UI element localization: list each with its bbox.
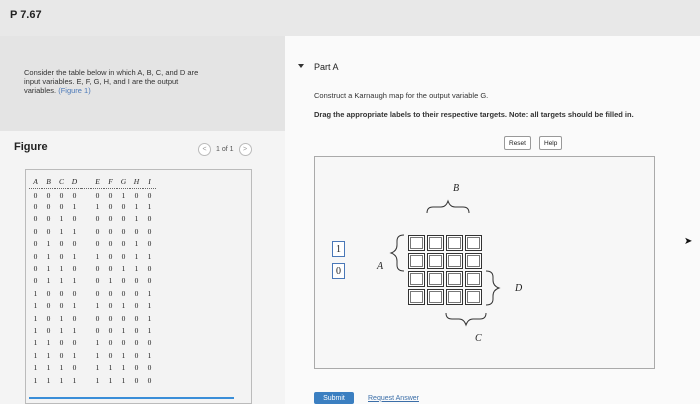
- kmap-drop-target[interactable]: [408, 235, 425, 251]
- kmap-drop-target[interactable]: [427, 253, 444, 269]
- kmap-drop-target[interactable]: [465, 235, 482, 251]
- table-cell: 1: [33, 301, 38, 311]
- table-cell: 1: [33, 313, 38, 323]
- table-cell: 0: [46, 214, 51, 224]
- kmap-grid: [408, 235, 482, 305]
- table-gap: [81, 262, 91, 274]
- table-cell: 0: [134, 226, 139, 236]
- table-cell: 1: [134, 202, 139, 212]
- table-cell: 1: [46, 239, 51, 249]
- table-cell: 0: [33, 276, 38, 286]
- table-cell: 0: [121, 338, 126, 348]
- table-cell: 1: [59, 325, 64, 335]
- table-cell: 0: [59, 190, 64, 200]
- table-gap: [81, 250, 91, 262]
- table-header: D: [68, 176, 81, 188]
- table-cell: 1: [33, 338, 38, 348]
- table-cell: 0: [95, 264, 100, 274]
- pager-prev-button[interactable]: <: [198, 143, 211, 156]
- table-cell: 1: [134, 214, 139, 224]
- table-cell: 1: [33, 325, 38, 335]
- kmap-drop-target[interactable]: [465, 271, 482, 287]
- table-cell: 1: [46, 363, 51, 373]
- table-cell: 0: [108, 226, 113, 236]
- table-gap: [81, 300, 91, 312]
- table-scrollbar[interactable]: [29, 397, 234, 399]
- table-cell: 1: [134, 239, 139, 249]
- truth-table: [29, 176, 156, 386]
- table-cell: 1: [72, 251, 77, 261]
- table-cell: 1: [147, 251, 152, 261]
- table-cell: 0: [121, 313, 126, 323]
- table-gap: [81, 374, 91, 386]
- kmap-drop-target[interactable]: [446, 235, 463, 251]
- table-cell: 1: [95, 363, 100, 373]
- table-cell: 1: [95, 338, 100, 348]
- kmap-var-d: D: [515, 283, 523, 294]
- kmap-drop-target[interactable]: [427, 271, 444, 287]
- table-cell: 1: [72, 325, 77, 335]
- table-row: [29, 337, 156, 349]
- table-cell: 0: [46, 226, 51, 236]
- table-cell: 1: [95, 350, 100, 360]
- table-cell: 0: [59, 239, 64, 249]
- table-cell: 1: [147, 325, 152, 335]
- table-header: H: [130, 176, 143, 188]
- drag-instruction: Drag the appropriate labels to their respective targets. Note: all targets should be filled in.: [314, 110, 634, 119]
- table-cell: 1: [46, 338, 51, 348]
- table-cell: 1: [147, 313, 152, 323]
- table-cell: 0: [121, 226, 126, 236]
- problem-id: P 7.67: [10, 9, 42, 21]
- table-cell: 0: [121, 276, 126, 286]
- table-header: A: [29, 176, 42, 188]
- table-cell: 0: [95, 239, 100, 249]
- kmap-drop-target[interactable]: [446, 271, 463, 287]
- table-cell: 1: [121, 190, 126, 200]
- figure-pager: [198, 143, 252, 156]
- table-cell: 1: [147, 301, 152, 311]
- table-cell: 1: [59, 375, 64, 385]
- table-header: G: [117, 176, 130, 188]
- collapse-caret-icon[interactable]: [298, 64, 304, 68]
- table-row: [29, 275, 156, 287]
- table-cell: 0: [108, 313, 113, 323]
- mouse-cursor-icon: ➤: [684, 236, 693, 247]
- table-cell: 0: [121, 202, 126, 212]
- drag-label-1[interactable]: 1: [332, 241, 345, 257]
- table-cell: 1: [121, 325, 126, 335]
- table-cell: 0: [46, 301, 51, 311]
- table-cell: 1: [33, 375, 38, 385]
- table-cell: 0: [33, 239, 38, 249]
- question-line-1: Consider the table below in which A, B, C, and D are: [24, 68, 199, 77]
- kmap-drop-target[interactable]: [446, 253, 463, 269]
- table-cell: 1: [72, 226, 77, 236]
- table-cell: 0: [95, 190, 100, 200]
- table-cell: 0: [72, 190, 77, 200]
- brace-a: [391, 235, 404, 271]
- table-row: [29, 324, 156, 336]
- table-row: [29, 238, 156, 250]
- table-cell: 0: [147, 338, 152, 348]
- drag-label-0[interactable]: 0: [332, 263, 345, 279]
- table-cell: 0: [46, 313, 51, 323]
- table-cell: 0: [134, 350, 139, 360]
- table-cell: 1: [59, 264, 64, 274]
- table-header: I: [143, 176, 156, 188]
- brace-d: [486, 271, 499, 305]
- table-cell: 0: [108, 301, 113, 311]
- table-gap: [81, 361, 91, 373]
- question-line-3-text: variables.: [24, 86, 57, 95]
- table-row: [29, 250, 156, 262]
- table-header: F: [104, 176, 117, 188]
- table-cell: 1: [121, 350, 126, 360]
- table-cell: 1: [33, 363, 38, 373]
- table-cell: 0: [108, 190, 113, 200]
- table-row: [29, 361, 156, 373]
- table-cell: 0: [108, 202, 113, 212]
- table-cell: 0: [121, 288, 126, 298]
- table-row: [29, 287, 156, 299]
- table-cell: 0: [59, 202, 64, 212]
- table-cell: 0: [134, 276, 139, 286]
- table-cell: 1: [59, 313, 64, 323]
- kmap-var-a: A: [377, 261, 384, 272]
- table-cell: 0: [147, 276, 152, 286]
- table-cell: 0: [33, 214, 38, 224]
- table-cell: 0: [72, 288, 77, 298]
- table-cell: 0: [134, 190, 139, 200]
- table-gap: [81, 324, 91, 336]
- question-text: [24, 68, 274, 95]
- table-cell: 0: [72, 338, 77, 348]
- kmap-drop-target[interactable]: [408, 289, 425, 305]
- table-cell: 0: [33, 226, 38, 236]
- table-cell: 1: [46, 276, 51, 286]
- table-cell: 0: [72, 313, 77, 323]
- table-cell: 0: [147, 190, 152, 200]
- pager-text: 1 of 1: [216, 146, 234, 153]
- table-gap: [81, 349, 91, 361]
- table-cell: 0: [134, 338, 139, 348]
- brace-b: [427, 201, 469, 213]
- truth-table-frame: [25, 169, 252, 404]
- table-cell: 0: [59, 288, 64, 298]
- table-cell: 0: [147, 226, 152, 236]
- table-cell: 1: [72, 375, 77, 385]
- table-cell: 1: [121, 301, 126, 311]
- table-row: [29, 225, 156, 237]
- part-a-panel: [285, 36, 700, 404]
- table-cell: 1: [72, 202, 77, 212]
- table-cell: 0: [95, 214, 100, 224]
- table-cell: 1: [95, 251, 100, 261]
- table-cell: 0: [121, 251, 126, 261]
- table-gap: [81, 287, 91, 299]
- question-line-3: [24, 86, 274, 95]
- table-cell: 0: [134, 375, 139, 385]
- help-button[interactable]: Help: [539, 136, 562, 150]
- table-cell: 0: [33, 202, 38, 212]
- table-cell: 1: [147, 202, 152, 212]
- table-cell: 1: [59, 363, 64, 373]
- table-cell: 1: [95, 375, 100, 385]
- table-cell: 1: [33, 288, 38, 298]
- submit-button[interactable]: Submit: [314, 392, 354, 404]
- table-cell: 0: [147, 214, 152, 224]
- table-cell: 0: [134, 325, 139, 335]
- kmap-drop-target[interactable]: [408, 253, 425, 269]
- kmap-workspace: [314, 156, 655, 369]
- table-cell: 0: [108, 350, 113, 360]
- table-cell: 0: [108, 338, 113, 348]
- table-cell: 1: [121, 264, 126, 274]
- table-row: [29, 200, 156, 212]
- table-cell: 1: [46, 375, 51, 385]
- table-header: E: [91, 176, 104, 188]
- question-line-2: input variables. E, F, G, H, and I are the output: [24, 77, 179, 86]
- part-a-instruction: Construct a Karnaugh map for the output variable G.: [314, 91, 489, 100]
- table-cell: 0: [72, 214, 77, 224]
- table-cell: 0: [147, 363, 152, 373]
- pager-next-button[interactable]: >: [239, 143, 252, 156]
- table-cell: 1: [147, 350, 152, 360]
- table-cell: 1: [121, 363, 126, 373]
- table-cell: 0: [134, 288, 139, 298]
- table-cell: 0: [108, 264, 113, 274]
- table-cell: 1: [134, 264, 139, 274]
- table-gap: [81, 200, 91, 212]
- table-cell: 0: [46, 325, 51, 335]
- table-row: [29, 213, 156, 225]
- kmap-drop-target[interactable]: [427, 289, 444, 305]
- table-cell: 0: [95, 226, 100, 236]
- kmap-drop-target[interactable]: [446, 289, 463, 305]
- table-cell: 0: [121, 214, 126, 224]
- top-bar: [0, 0, 700, 36]
- table-cell: 0: [108, 214, 113, 224]
- table-cell: 0: [72, 239, 77, 249]
- kmap-drop-target[interactable]: [465, 253, 482, 269]
- table-cell: 1: [95, 202, 100, 212]
- table-gap: [81, 275, 91, 287]
- kmap-drop-target[interactable]: [465, 289, 482, 305]
- table-cell: 0: [134, 363, 139, 373]
- table-row: [29, 262, 156, 274]
- table-row: [29, 374, 156, 386]
- table-cell: 0: [46, 190, 51, 200]
- table-cell: 0: [95, 313, 100, 323]
- table-cell: 1: [46, 264, 51, 274]
- part-a-title[interactable]: Part A: [314, 62, 339, 72]
- table-cell: 1: [33, 350, 38, 360]
- table-cell: 1: [72, 276, 77, 286]
- table-cell: 1: [59, 276, 64, 286]
- table-cell: 0: [59, 338, 64, 348]
- table-cell: 1: [72, 301, 77, 311]
- table-cell: 1: [59, 226, 64, 236]
- table-cell: 1: [46, 251, 51, 261]
- table-header: C: [55, 176, 68, 188]
- table-cell: 0: [33, 190, 38, 200]
- table-cell: 0: [108, 325, 113, 335]
- table-row: [29, 188, 156, 200]
- table-cell: 0: [108, 288, 113, 298]
- table-cell: 1: [108, 363, 113, 373]
- table-cell: 0: [33, 251, 38, 261]
- table-gap: [81, 213, 91, 225]
- table-cell: 0: [33, 264, 38, 274]
- table-cell: 0: [134, 301, 139, 311]
- table-cell: 0: [95, 276, 100, 286]
- request-answer-link[interactable]: Request Answer: [368, 394, 419, 402]
- table-cell: 1: [46, 350, 51, 360]
- table-row: [29, 300, 156, 312]
- table-cell: 0: [121, 239, 126, 249]
- kmap-drop-target[interactable]: [408, 271, 425, 287]
- figure-label: Figure: [14, 141, 48, 153]
- table-row: [29, 312, 156, 324]
- table-cell: 0: [59, 251, 64, 261]
- table-cell: 0: [59, 350, 64, 360]
- action-bar: [314, 392, 419, 404]
- table-header: B: [42, 176, 55, 188]
- table-cell: 0: [147, 375, 152, 385]
- table-cell: 0: [95, 325, 100, 335]
- kmap-drop-target[interactable]: [427, 235, 444, 251]
- table-cell: 0: [59, 301, 64, 311]
- table-gap: [81, 188, 91, 200]
- table-cell: 0: [46, 202, 51, 212]
- table-cell: 0: [134, 313, 139, 323]
- kmap-braces: [315, 157, 656, 370]
- table-cell: 1: [72, 350, 77, 360]
- figure-link[interactable]: (Figure 1): [58, 86, 91, 95]
- table-gap: [81, 337, 91, 349]
- kmap-var-c: C: [475, 333, 482, 344]
- table-cell: 0: [108, 251, 113, 261]
- table-cell: 1: [108, 375, 113, 385]
- table-cell: 1: [147, 288, 152, 298]
- table-cell: 1: [59, 214, 64, 224]
- table-gap: [81, 238, 91, 250]
- table-cell: 0: [108, 239, 113, 249]
- table-cell: 1: [134, 251, 139, 261]
- table-gap: [81, 312, 91, 324]
- table-cell: 0: [95, 288, 100, 298]
- table-cell: 1: [108, 276, 113, 286]
- table-cell: 1: [121, 375, 126, 385]
- table-cell: 1: [95, 301, 100, 311]
- table-cell: 0: [72, 363, 77, 373]
- kmap-var-b: B: [453, 183, 460, 194]
- table-row: [29, 349, 156, 361]
- reset-button[interactable]: Reset: [504, 136, 531, 150]
- figure-panel: [0, 131, 285, 404]
- brace-c: [446, 313, 486, 325]
- table-cell: 0: [72, 264, 77, 274]
- table-cell: 0: [46, 288, 51, 298]
- table-gap: [81, 225, 91, 237]
- table-cell: 0: [147, 239, 152, 249]
- question-panel: [0, 36, 285, 131]
- table-cell: 0: [147, 264, 152, 274]
- table-gap: [81, 176, 91, 188]
